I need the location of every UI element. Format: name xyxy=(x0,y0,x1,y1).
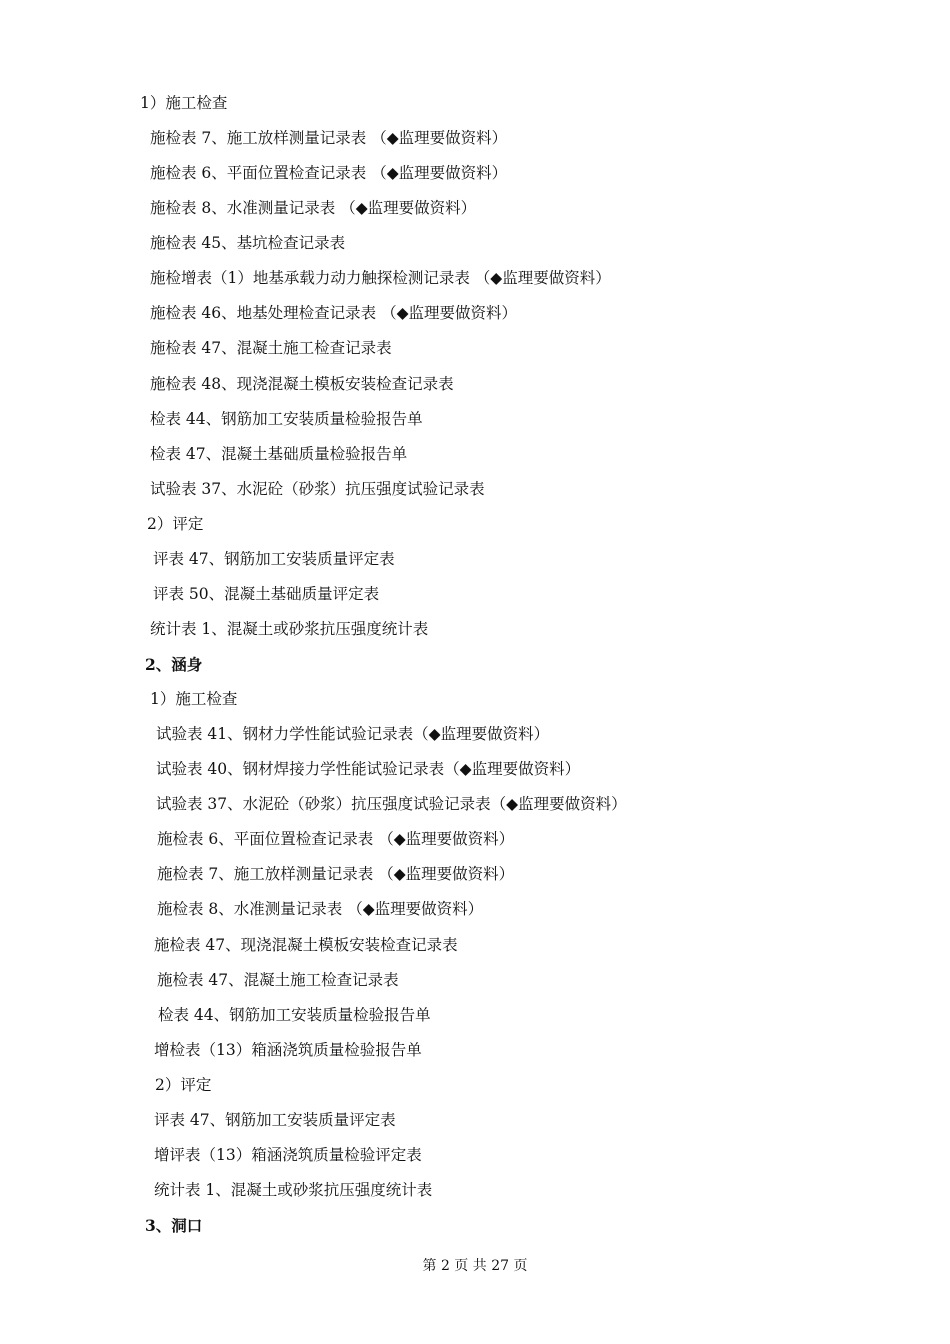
document-line: 施检表 47、现浇混凝土模板安装检查记录表 xyxy=(154,935,458,954)
document-line: 试验表 40、钢材焊接力学性能试验记录表（◆监理要做资料） xyxy=(156,760,581,779)
section-heading: 3、洞口 xyxy=(145,1216,203,1235)
document-line: 检表 47、混凝土基础质量检验报告单 xyxy=(150,444,408,463)
document-line: 评表 50、混凝土基础质量评定表 xyxy=(153,584,380,603)
document-line: 评表 47、钢筋加工安装质量评定表 xyxy=(154,1110,396,1129)
document-line: 施检表 47、混凝土施工检查记录表 xyxy=(157,970,399,989)
document-line: 统计表 1、混凝土或砂浆抗压强度统计表 xyxy=(150,619,429,638)
document-line: 试验表 37、水泥砼（砂浆）抗压强度试验记录表（◆监理要做资料） xyxy=(156,795,627,814)
document-line: 施检表 7、施工放样测量记录表 （◆监理要做资料） xyxy=(150,129,508,148)
document-line: 施检表 7、施工放样测量记录表 （◆监理要做资料） xyxy=(157,865,515,884)
document-line: 试验表 37、水泥砼（砂浆）抗压强度试验记录表 xyxy=(150,479,485,498)
document-line: 1）施工检查 xyxy=(150,690,238,709)
document-line: 施检表 8、水准测量记录表 （◆监理要做资料） xyxy=(150,199,477,218)
document-line: 2）评定 xyxy=(147,514,204,533)
document-line: 施检表 8、水准测量记录表 （◆监理要做资料） xyxy=(157,900,484,919)
page-footer: 第 2 页 共 27 页 xyxy=(422,1258,528,1274)
document-line: 施检表 47、混凝土施工检查记录表 xyxy=(150,339,392,358)
document-line: 检表 44、钢筋加工安装质量检验报告单 xyxy=(150,409,423,428)
document-line: 施检表 6、平面位置检查记录表 （◆监理要做资料） xyxy=(150,164,508,183)
document-line: 统计表 1、混凝土或砂浆抗压强度统计表 xyxy=(154,1180,433,1199)
document-body xyxy=(0,86,950,1243)
document-line: 试验表 41、钢材力学性能试验记录表（◆监理要做资料） xyxy=(156,725,550,744)
document-line: 检表 44、钢筋加工安装质量检验报告单 xyxy=(158,1005,431,1024)
document-line: 增检表（13）箱涵浇筑质量检验报告单 xyxy=(154,1040,422,1059)
document-line: 2）评定 xyxy=(155,1075,212,1094)
document-line: 施检表 45、基坑检查记录表 xyxy=(150,234,346,253)
document-line: 施检增表（1）地基承载力动力触探检测记录表 （◆监理要做资料） xyxy=(150,269,611,288)
document-line: 增评表（13）箱涵浇筑质量检验评定表 xyxy=(154,1145,422,1164)
section-heading: 2、涵身 xyxy=(145,655,203,674)
document-line: 评表 47、钢筋加工安装质量评定表 xyxy=(153,549,395,568)
document-line: 施检表 48、现浇混凝土模板安装检查记录表 xyxy=(150,374,454,393)
document-line: 1）施工检查 xyxy=(140,94,228,112)
document-line: 施检表 46、地基处理检查记录表 （◆监理要做资料） xyxy=(150,304,517,323)
document-line: 施检表 6、平面位置检查记录表 （◆监理要做资料） xyxy=(157,830,515,849)
